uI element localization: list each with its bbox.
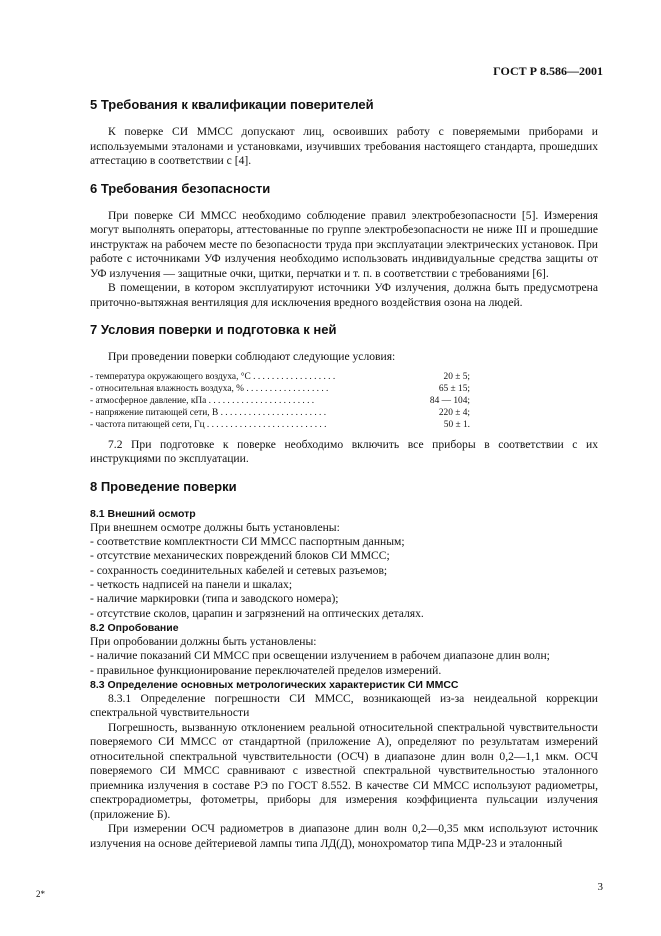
document-id: ГОСТ Р 8.586—2001 <box>493 64 603 78</box>
condition-row <box>90 383 470 395</box>
subsection-8-3-title: 8.3 Определение основных метрологических характеристик СИ ММСС <box>90 678 459 691</box>
section-7 <box>90 322 598 467</box>
subsection-8-2-intro: При опробовании должны быть установлены: <box>90 634 317 648</box>
list-item: - наличие показаний СИ ММСС при освещении излучением в рабочем диапазоне длин волн; <box>90 649 550 663</box>
condition-row <box>90 371 470 383</box>
condition-label: - атмосферное давление, кПа . . . . . . . . . . . . . . . . . . . . . . . <box>90 395 315 406</box>
condition-value: 65 ± 15; <box>438 383 470 394</box>
section-6 <box>90 181 598 311</box>
inspection-list <box>90 535 598 621</box>
list-item: - сохранность соединительных кабелей и сетевых разъемов; <box>90 563 388 577</box>
section-8-title: 8 Проведение поверки <box>90 478 237 494</box>
condition-row <box>90 395 470 407</box>
list-item: - соответствие комплектности СИ ММСС паспортным данным; <box>90 535 405 549</box>
condition-value: 220 ± 4; <box>438 408 470 419</box>
section-6-title: 6 Требования безопасности <box>90 180 271 196</box>
section-6-paragraph-2: В помещении, в котором эксплуатируют источники УФ излучения, должна быть предусмотрена приточно-вытяжная вентиляция для исключения вредного воздействия озона на людей. <box>90 281 598 309</box>
section-6-paragraph-1: При поверке СИ ММСС необходимо соблюдение правил электробезопасности [5]. Измерения могут выполнять операторы, аттестованные по группе электробезопасности не ниже III и прошедшие инструктаж на рабочем месте по безопасности труда при эксплуатации электрических установок. При работе с источниками УФ излучения необходимо использовать индивидуальные средства защиты от УФ излучения — защитные очки, щитки, перчатки и т. п. в соответствии с требованиями [6]. <box>90 208 598 280</box>
list-item: - четкость надписей на панели и шкалах; <box>90 577 293 591</box>
conditions-list <box>90 371 470 432</box>
paragraph-8-3-1: 8.3.1 Определение погрешности СИ ММСС, возникающей из-за неидеальной коррекции спектральной чувствительности <box>90 691 598 720</box>
list-item: - правильное функционирование переключателей пределов измерений. <box>90 663 442 677</box>
section-5 <box>90 97 598 169</box>
section-5-title: 5 Требования к квалификации поверителей <box>90 97 374 112</box>
section-7-intro: При проведении поверки соблюдают следующие условия: <box>108 350 396 363</box>
sheet-mark: 2* <box>36 889 45 899</box>
list-item: - отсутствие механических повреждений блоков СИ ММСС; <box>90 549 390 563</box>
error-paragraph: Погрешность, вызванную отклонением реальной относительной спектральной чувствительности поверяемого СИ ММСС от стандартной (приложение А), определяют по результатам измерений относительной спектральной чувствительности (ОСЧ) в диапазоне длин волн 0,2—1,1 мкм. ОСЧ поверяемого СИ ММСС сравнивают с известной спектральной чувствительностью эталонного приемника излучения в составе РЭ по ГОСТ 8.552. В качестве СИ ММСС используют радиометры, спектрорадиометры, фотометры, приборы для измерения коэффициента пульсации излучения (приложение Б). <box>90 720 598 821</box>
subsection-8-1-title: 8.1 Внешний осмотр <box>90 507 196 520</box>
section-8 <box>90 479 598 852</box>
section-7-title: 7 Условия поверки и подготовка к ней <box>90 322 337 337</box>
condition-value: 50 ± 1. <box>443 420 470 431</box>
page-content <box>90 97 598 851</box>
page-number: 3 <box>597 881 603 893</box>
section-7-2-paragraph: 7.2 При подготовке к поверке необходимо включить все приборы в соответствии с их инструкциями по эксплуатации. <box>90 437 598 466</box>
condition-value: 84 — 104; <box>429 395 470 406</box>
condition-row <box>90 407 470 419</box>
condition-label: - частота питающей сети, Гц . . . . . . . . . . . . . . . . . . . . . . . . . . <box>90 420 327 431</box>
condition-label: - относительная влажность воздуха, % . . . . . . . . . . . . . . . . . . <box>90 383 329 394</box>
condition-value: 20 ± 5; <box>443 371 470 382</box>
subsection-8-1-intro: При внешнем осмотре должны быть установлены: <box>90 520 340 534</box>
condition-label: - напряжение питающей сети, В . . . . . . . . . . . . . . . . . . . . . . . <box>90 408 327 419</box>
condition-row <box>90 419 470 431</box>
list-item: - отсутствие сколов, царапин и загрязнений на оптических деталях. <box>90 606 424 620</box>
testing-list <box>90 649 598 678</box>
measurement-paragraph: При измерении ОСЧ радиометров в диапазоне длин волн 0,2—0,35 мкм используют источник излучения на основе дейтериевой лампы типа ЛД(Д), монохроматор типа МДР-23 и эталонный <box>90 822 598 850</box>
list-item: - наличие маркировки (типа и заводского номера); <box>90 592 339 606</box>
subsection-8-2-title: 8.2 Опробование <box>90 621 179 634</box>
condition-label: - температура окружающего воздуха, °С . . . . . . . . . . . . . . . . . . <box>90 371 336 382</box>
section-5-paragraph: К поверке СИ ММСС допускают лиц, освоивших работу с поверяемыми приборами и используемыми эталонами и установками, изучивших требования настоящего стандарта, прошедших аттестацию в соответствии с [4]. <box>90 125 598 167</box>
